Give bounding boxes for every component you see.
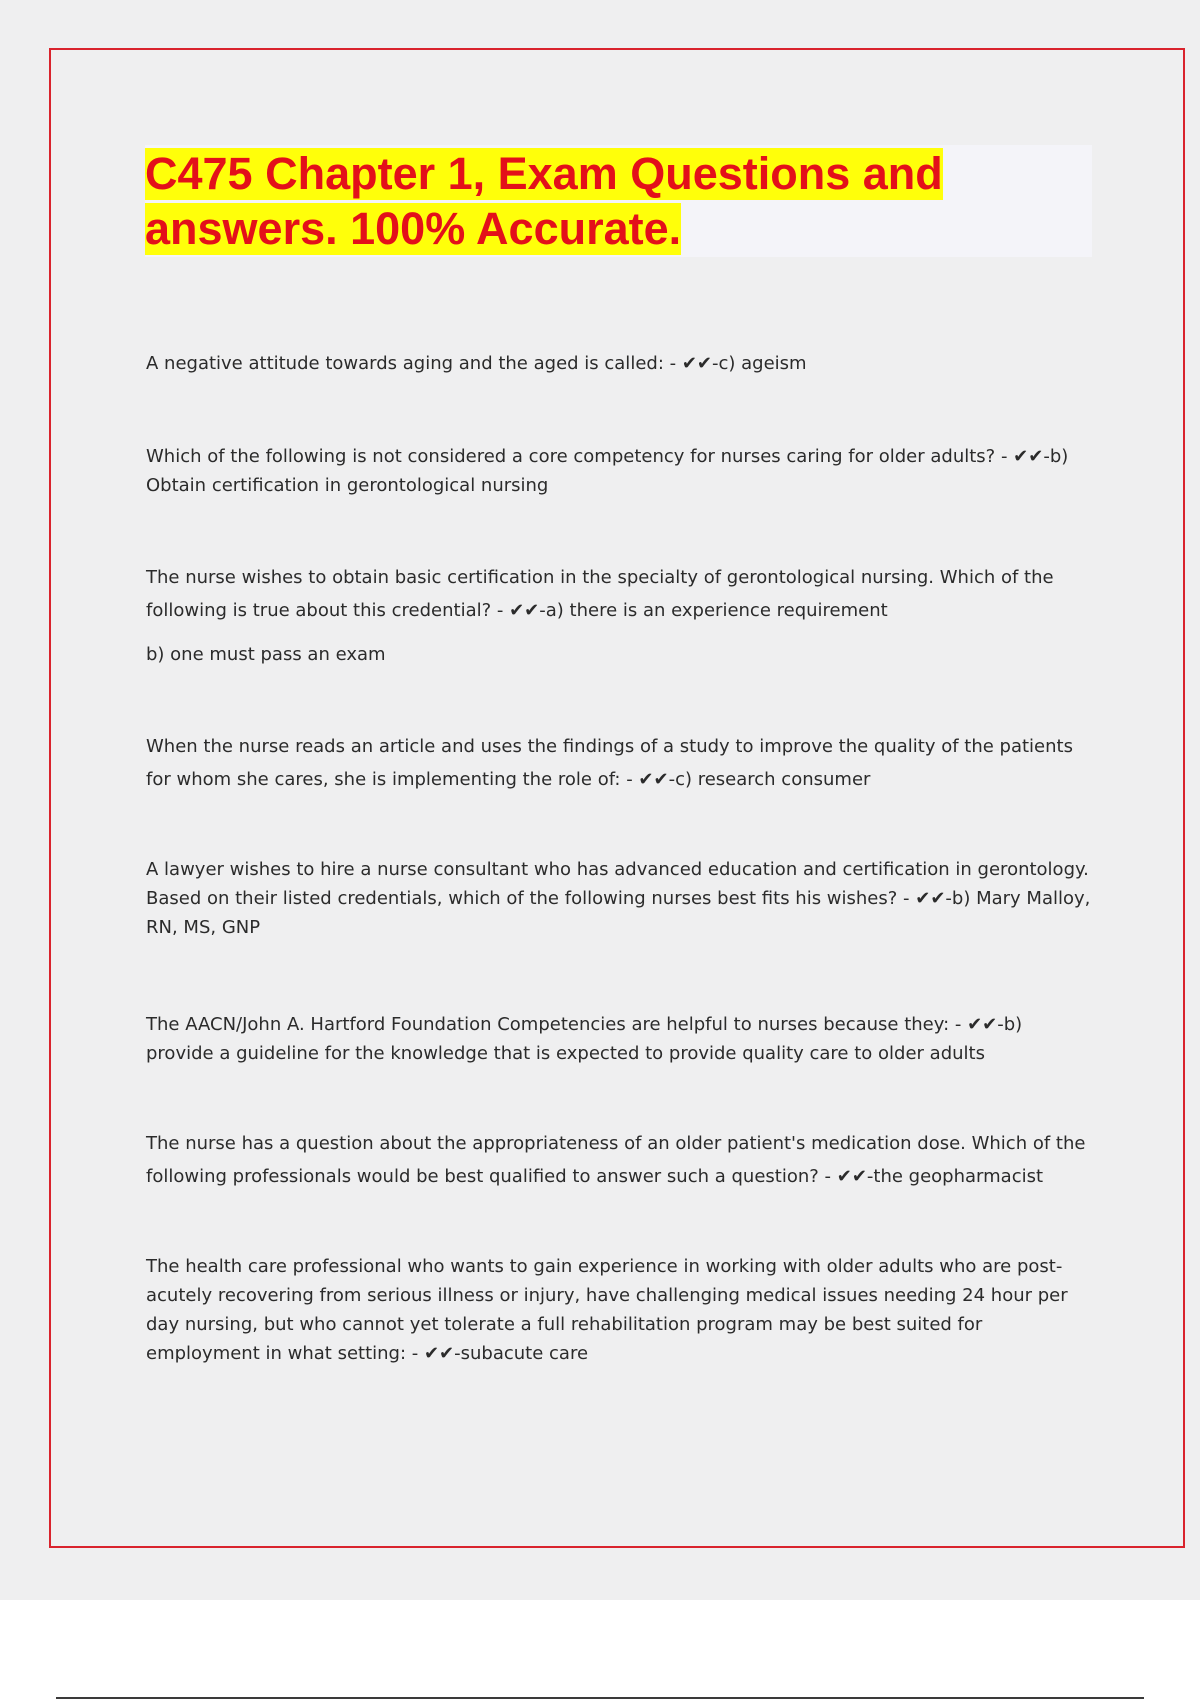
title-highlight: C475 Chapter 1, Exam Questions and answers. 100% Accurate. [145,148,943,254]
footer-divider [56,1697,1144,1699]
qa-item-3-option-b: b) one must pass an exam [146,644,386,665]
qa-item-6: The AACN/John A. Hartford Foundation Competencies are helpful to nurses because they: - ✔✔-b) provide a guideline for the knowledge that is expected to provide quality care to older adults [146,1014,1023,1064]
qa-item-4: When the nurse reads an article and uses the findings of a study to improve the quality of the patients for whom she cares, she is implementing the role of: - ✔✔-c) research consumer [146,736,1073,790]
document-title [145,146,1045,256]
qa-item-3: The nurse wishes to obtain basic certification in the specialty of gerontological nursing. Which of the following is true about this credential? - ✔✔-a) there is an experience requirement [146,567,1054,621]
qa-item-7: The nurse has a question about the appropriateness of an older patient's medication dose. Which of the following professionals would be best qualified to answer such a question? - ✔✔-the geopharmacist [146,1133,1086,1187]
qa-item-2: Which of the following is not considered a core competency for nurses caring for older adults? - ✔✔-b) Obtain certification in gerontological nursing [146,446,1069,496]
qa-item-1: A negative attitude towards aging and the aged is called: - ✔✔-c) ageism [146,353,807,374]
qa-item-8: The health care professional who wants to gain experience in working with older adults who are post-acutely recovering from serious illness or injury, have challenging medical issues needing 24 hour per day nursing, but who cannot yet tolerate a full rehabilitation program may be best suited for employment in what setting: - ✔✔-subacute care [146,1256,1068,1364]
qa-item-5: A lawyer wishes to hire a nurse consultant who has advanced education and certification in gerontology. Based on their listed credentials, which of the following nurses best fits his wishes? - ✔✔-b) Mary Malloy, RN, MS, GNP [146,859,1091,938]
